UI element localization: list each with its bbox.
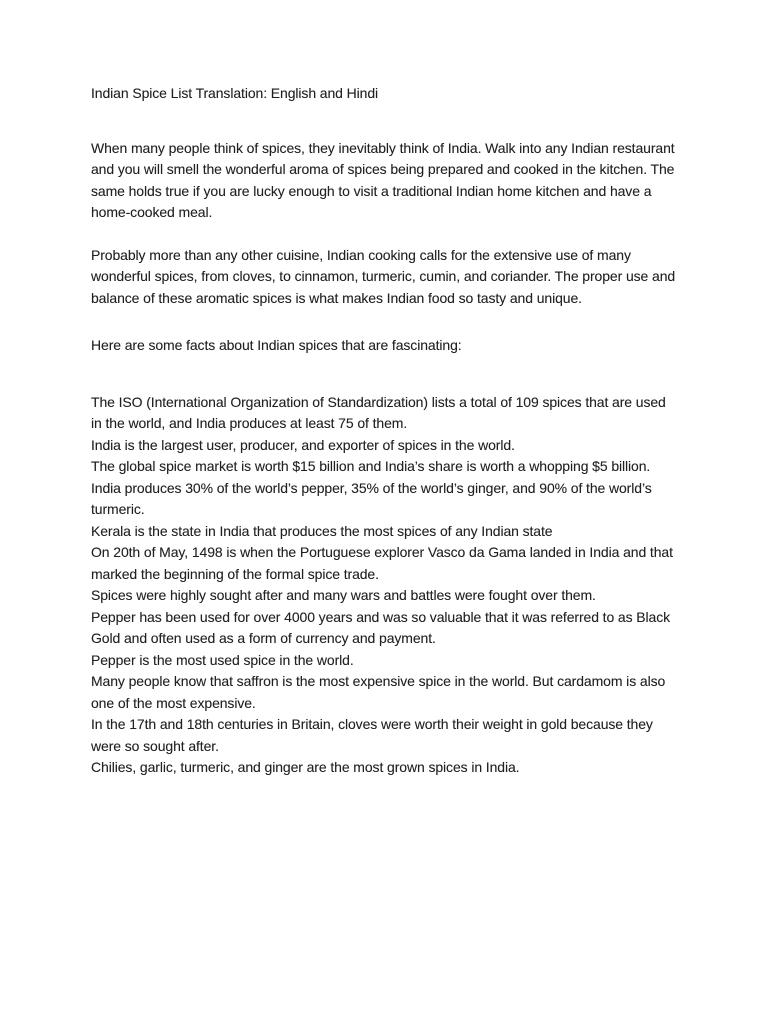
facts-intro-line: Here are some facts about Indian spices that are fascinating: bbox=[91, 337, 462, 353]
fact-item-12: Chilies, garlic, turmeric, and ginger are the most grown spices in India. bbox=[91, 759, 520, 775]
intro-paragraph-1: When many people think of spices, they inevitably think of India. Walk into any Indian restaurant and you will smell the wonderful aroma of spices being prepared and cooked in the kitchen. The same holds true if you are lucky enough to visit a traditional Indian home kitchen and have a home-cooked meal. bbox=[91, 139, 675, 220]
fact-item-6: On 20th of May, 1498 is when the Portuguese explorer Vasco da Gama landed in India and that marked the beginning of the formal spice trade. bbox=[91, 544, 673, 582]
fact-item-1: The ISO (International Organization of Standardization) lists a total of 109 spices that are used in the world, and India produces at least 75 of them. bbox=[91, 393, 666, 431]
document-title: Indian Spice List Translation: English and Hindi bbox=[91, 85, 379, 101]
fact-item-10: Many people know that saffron is the most expensive spice in the world. But cardamom is also one of the most expensive. bbox=[91, 673, 666, 711]
fact-item-11: In the 17th and 18th centuries in Britain, cloves were worth their weight in gold because they were so sought after. bbox=[91, 716, 653, 754]
fact-item-3: The global spice market is worth $15 billion and India’s share is worth a whopping $5 billion. bbox=[91, 458, 651, 474]
fact-item-5: Kerala is the state in India that produces the most spices of any Indian state bbox=[91, 522, 553, 539]
fact-item-7: Spices were highly sought after and many wars and battles were fought over them. bbox=[91, 587, 596, 603]
fact-item-4: India produces 30% of the world’s pepper, 35% of the world’s ginger, and 90% of the world’s turmeric. bbox=[91, 479, 652, 517]
intro-paragraph-2: Probably more than any other cuisine, Indian cooking calls for the extensive use of many wonderful spices, from cloves, to cinnamon, turmeric, cumin, and coriander. The proper use and balance of these aromatic spices is what makes Indian food so tasty and unique. bbox=[91, 246, 676, 306]
fact-item-8: Pepper has been used for over 4000 years and was so valuable that it was referred to as Black Gold and often used as a form of currency and payment. bbox=[91, 608, 671, 646]
fact-item-2: India is the largest user, producer, and exporter of spices in the world. bbox=[91, 436, 515, 453]
fact-item-9: Pepper is the most used spice in the world. bbox=[91, 651, 354, 668]
